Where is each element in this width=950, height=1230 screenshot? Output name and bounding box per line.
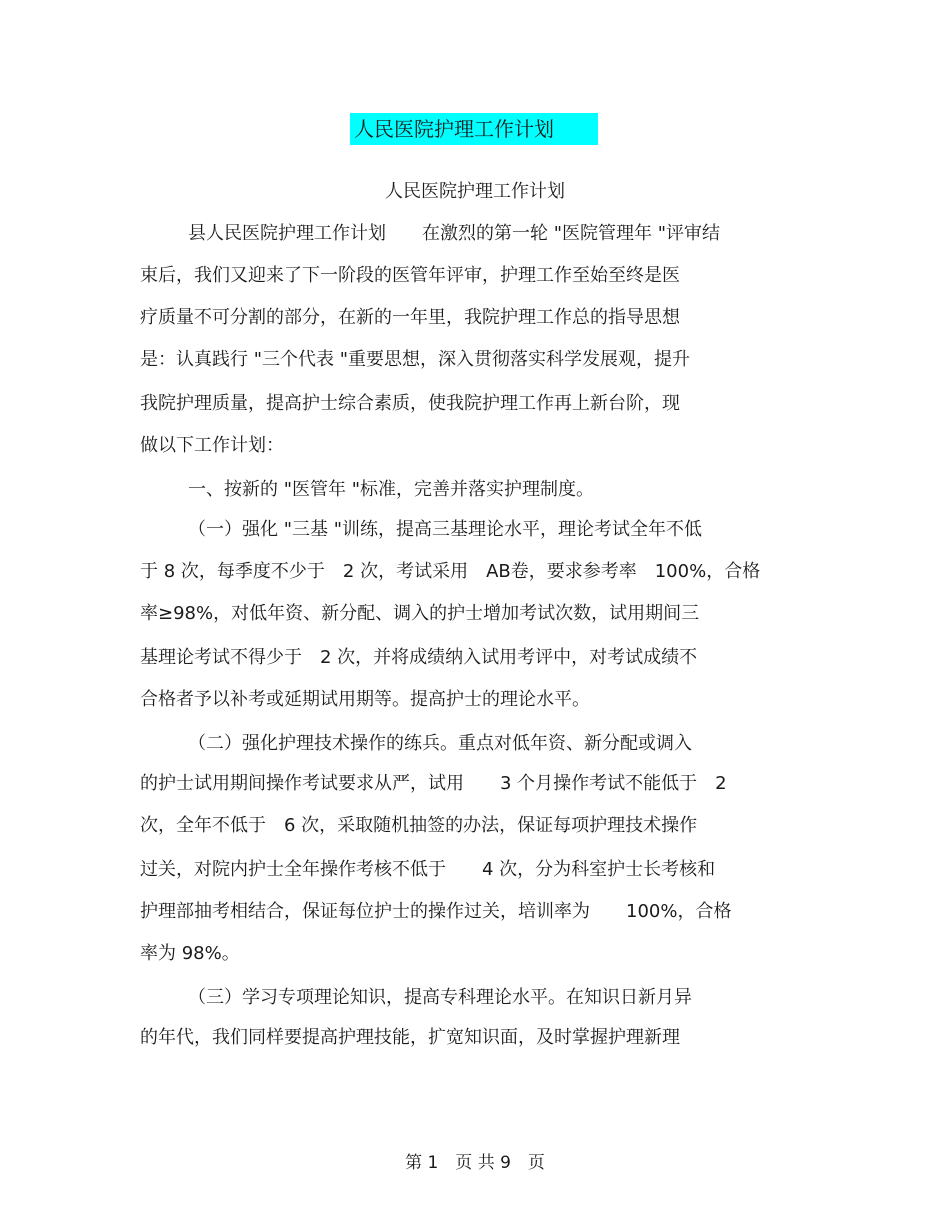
paragraph-line: 于 8 次，每季度不少于 2 次，考试采用 AB卷，要求参考率 100%，合格	[140, 561, 761, 582]
section-heading: 一、按新的 "医管年 "标准，完善并落实护理制度。	[188, 479, 594, 500]
document-subtitle: 人民医院护理工作计划	[385, 181, 565, 202]
paragraph-line: 我院护理质量，提高护士综合素质，使我院护理工作再上新台阶，现	[140, 393, 680, 414]
paragraph-line: 率为 98%。	[140, 943, 240, 964]
paragraph-line: 率≥98%，对低年资、新分配、调入的护士增加考试次数，试用期间三	[140, 603, 700, 624]
paragraph-line: 次，全年不低于 6 次，采取随机抽签的办法，保证每项护理技术操作	[140, 815, 698, 836]
paragraph-line: （二）强化护理技术操作的练兵。重点对低年资、新分配或调入	[188, 733, 692, 754]
paragraph-line: 做以下工作计划：	[140, 435, 284, 456]
document-title-highlight	[350, 113, 598, 145]
paragraph-line: 束后，我们又迎来了下一阶段的医管年评审，护理工作至始至终是医	[140, 265, 680, 286]
paragraph-line: 合格者予以补考或延期试用期等。提高护士的理论水平。	[140, 689, 590, 710]
paragraph-line: 的护士试用期间操作考试要求从严，试用 3 个月操作考试不能低于 2	[140, 773, 727, 794]
paragraph-line: 的年代，我们同样要提高护理技能，扩宽知识面，及时掌握护理新理	[140, 1027, 680, 1048]
paragraph-line: 护理部抽考相结合，保证每位护士的操作过关，培训率为 100%，合格	[140, 901, 732, 922]
paragraph-line: 基理论考试不得少于 2 次，并将成绩纳入试用考评中，对考试成绩不	[140, 647, 698, 668]
paragraph-line: 过关，对院内护士全年操作考核不低于 4 次，分为科室护士长考核和	[140, 859, 716, 880]
document-title: 人民医院护理工作计划	[354, 117, 554, 141]
paragraph-line: 疗质量不可分割的部分，在新的一年里，我院护理工作总的指导思想	[140, 307, 680, 328]
paragraph-line: 是：认真践行 "三个代表 "重要思想，深入贯彻落实科学发展观，提升	[140, 349, 690, 370]
page-number: 第 1 页 共 9 页	[405, 1153, 545, 1173]
paragraph-line: 县人民医院护理工作计划 在激烈的第一轮 "医院管理年 "评审结	[188, 223, 720, 244]
paragraph-line: （一）强化 "三基 "训练，提高三基理论水平，理论考试全年不低	[188, 519, 702, 540]
paragraph-line: （三）学习专项理论知识，提高专科理论水平。在知识日新月异	[188, 987, 692, 1008]
